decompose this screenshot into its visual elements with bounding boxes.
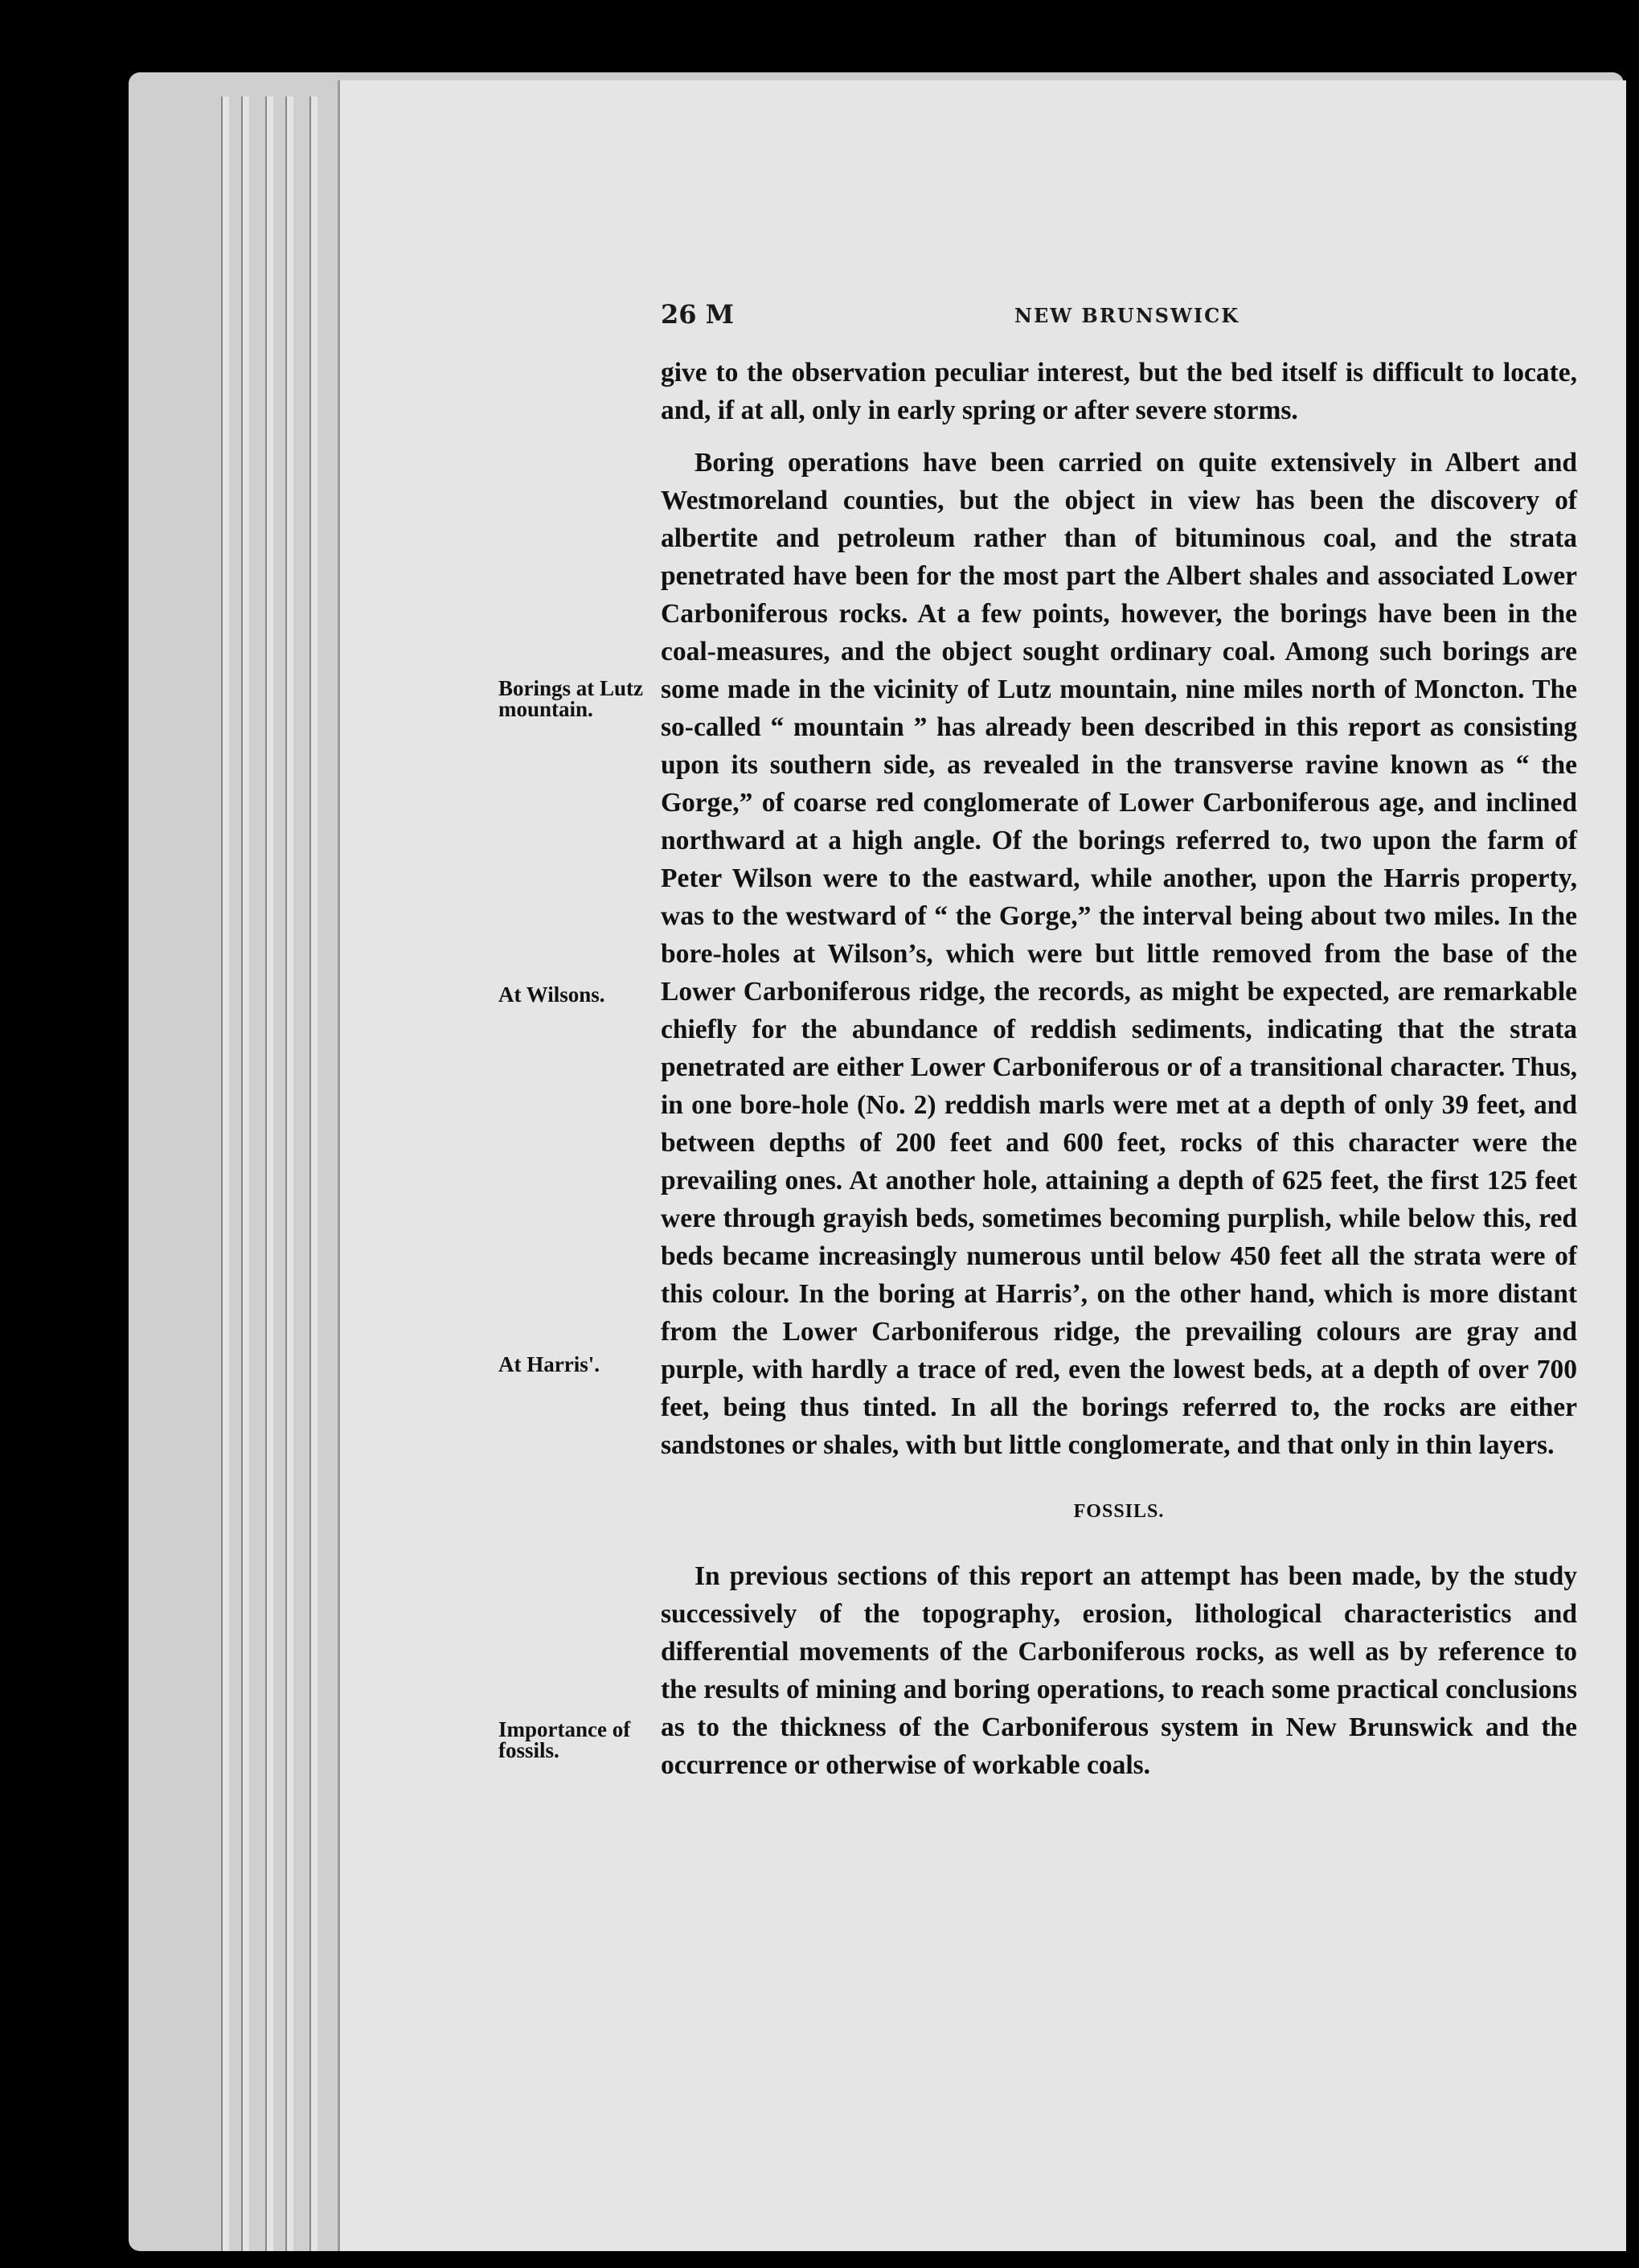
paragraph: Boring operations have been carried on quite extensively in Albert and Westmoreland counties, but the object in view has been the discovery of albertite and petroleum rather than of bituminous coal, and the strata penetrated have been for the most part the Albert shales and associated Lower Carboniferous rocks. At a few points, however, the borings have been in the coal-measures, and the object sought ordinary coal. Among such borings are some made in the vicinity of Lutz mountain, nine miles north of Moncton. The so-called “ mountain ” has already been described in this report as consisting upon its southern side, as revealed in the transverse ravine known as “ the Gorge,” of coarse red conglomerate of Lower Carboniferous age, and inclined northward at a high angle. Of the borings referred to, two upon the farm of Peter Wilson were to the eastward, while another, upon the Harris property, was to the westward of “ the Gorge,” the interval being about two miles. In the bore-holes at Wilson’s, which were but little removed from the base of the Lower Carboniferous ridge, the records, as might be expected, are remarkable chiefly for the abundance of reddish sediments, indicating that the strata penetrated are either Lower Carboniferous or of a transitional character. Thus, in one bore-hole (No. 2) reddish marls were met at a depth of only 39 feet, and between depths of 200 feet and 600 feet, rocks of this character were the prevailing ones. At another hole, attaining a depth of 625 feet, the first 125 feet were through grayish beds, sometimes becoming purplish, while below this, red beds became increasingly numerous until below 450 feet all the strata were of this colour. In the boring at Harris’, on the other hand, which is more distant from the Lower Carboniferous ridge, the prevailing colours are gray and purple, with hardly a trace of red, even the lowest beds, at a depth of over 700 feet, being thus tinted. In all the borings referred to, the rocks are either sandstones or shales, with but little conglomerate, and that only in thin layers.	[661, 448, 1577, 1460]
body-text	[661, 354, 1577, 1798]
margin-note-harris: At Harris'.	[498, 1352, 600, 1376]
page-number: 26 M	[661, 299, 735, 330]
margin-note-fossils: Importance of fossils.	[498, 1717, 631, 1762]
paragraph: give to the observation peculiar interest, but the bed itself is difficult to locate, and, if at all, only in early spring or after severe storms.	[661, 358, 1577, 425]
margin-note-lutz: Borings at Lutz mountain.	[498, 676, 644, 721]
page-edge	[221, 96, 229, 2251]
paragraph: In previous sections of this report an attempt has been made, by the study successively of the topography, erosion, lithological characteristics and differential movements of the Carboniferous rocks, as well as by reference to the results of mining and boring operations, to reach some practical conclusions as to the thickness of the Carboniferous system in New Brunswick and the occurrence or otherwise of workable coals.	[661, 1561, 1577, 1780]
running-header	[661, 299, 1577, 331]
page-edge	[309, 96, 318, 2251]
running-title: NEW BRUNSWICK	[1014, 304, 1240, 327]
margin-note-wilsons: At Wilsons.	[498, 982, 605, 1007]
page-edge	[265, 96, 273, 2251]
page-edge	[285, 96, 293, 2251]
page-edge	[241, 96, 249, 2251]
section-heading: FOSSILS.	[1073, 1501, 1165, 1522]
